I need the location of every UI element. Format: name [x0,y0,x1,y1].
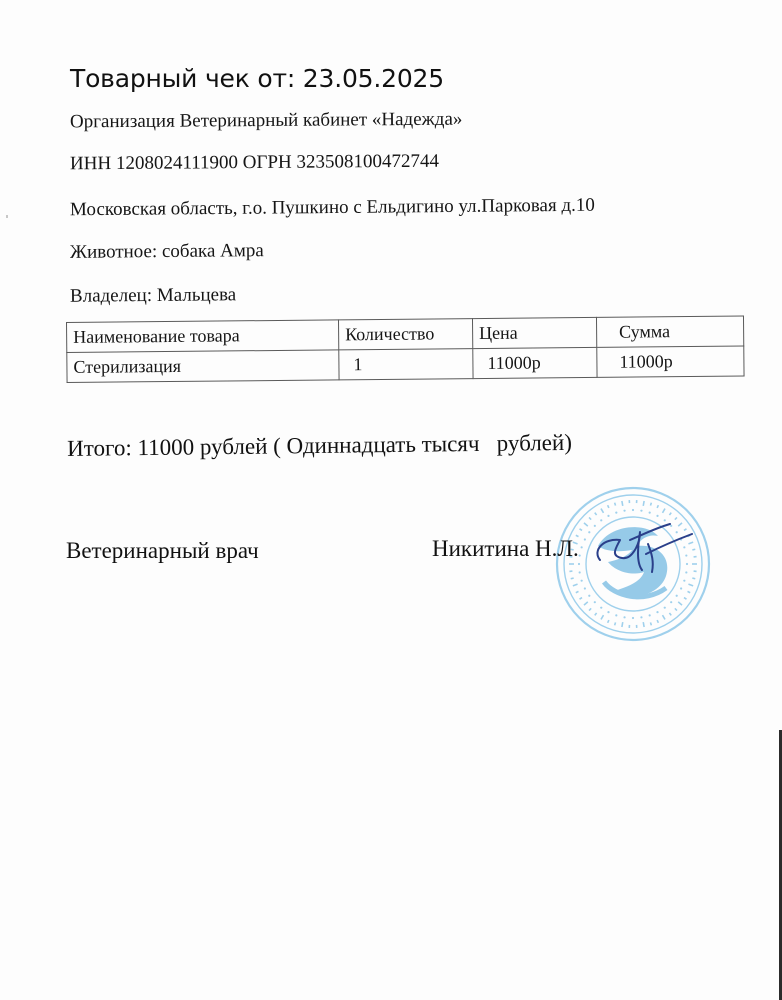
cell-item-name: Стерилизация [67,350,339,383]
cell-price: 11000р [473,347,597,378]
owner-line: Владелец: Мальцева [69,284,237,307]
address-line: Московская область, г.о. Пушкино с Ельдигино ул.Парковая д.10 [69,194,595,221]
total-line: Итого: 11000 рублей ( Одиннадцать тысяч рублей) [67,429,573,461]
animal-line: Животное: собака Амра [69,240,264,263]
doctor-role: Ветеринарный врач [66,538,259,563]
organization-line: Организация Ветеринарный кабинет «Надежда» [69,108,463,133]
cell-sum: 11000р [597,346,744,377]
items-table [66,315,745,383]
scan-speck [6,215,8,218]
table-row [67,346,744,382]
header-cell-name: Наименование товара [67,320,339,353]
cell-quantity: 1 [339,349,473,380]
tax-ids-line: ИНН 1208024111900 ОГРН 323508100472744 [69,150,440,175]
receipt-title: Товарный чек от: 23.05.2025 [70,64,444,93]
handwritten-signature [586,510,696,580]
header-cell-sum: Сумма [596,316,743,347]
header-cell-quantity: Количество [338,319,472,350]
header-cell-price: Цена [472,317,596,348]
doctor-name: Никитина Н.Л. [432,536,579,561]
